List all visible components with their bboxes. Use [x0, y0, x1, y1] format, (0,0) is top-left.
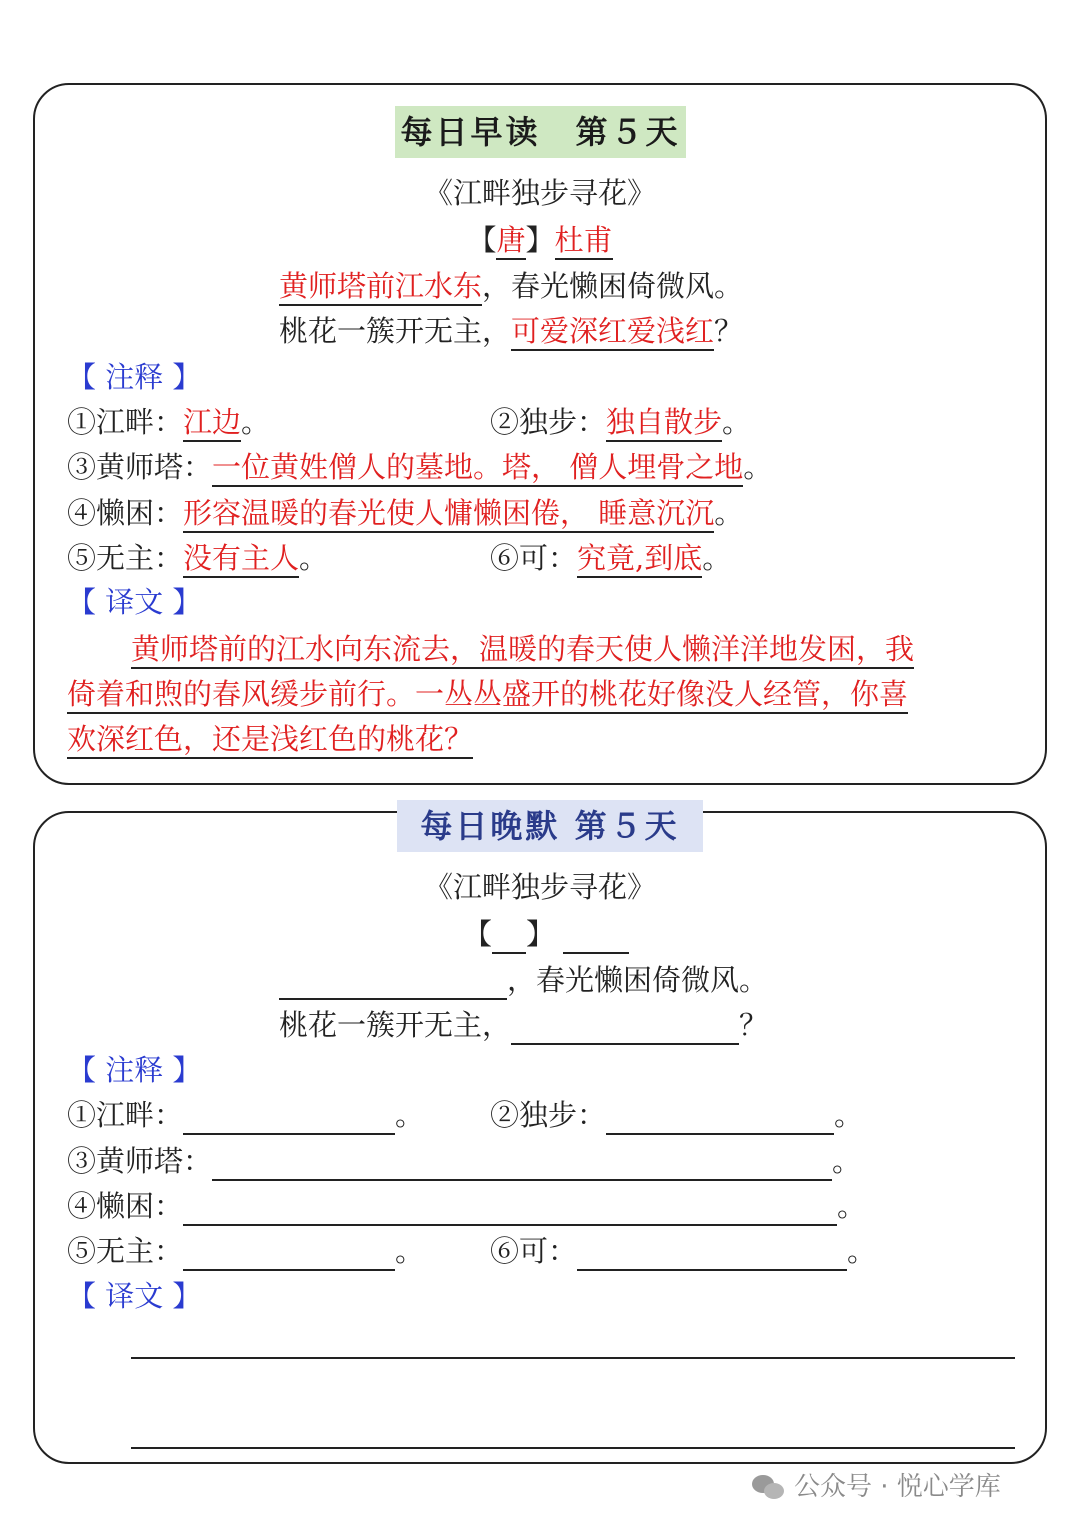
note-answer: 形容温暖的春光使人慵懒困倦， 睡意沉沉 — [183, 496, 714, 533]
wechat-icon — [752, 1473, 786, 1503]
morning-author-line — [0, 220, 1080, 260]
morning-note-5 — [67, 538, 328, 578]
period: 。 — [241, 405, 271, 439]
evening-notes-heading: 【 注释 】 — [67, 1053, 202, 1087]
note-answer: 没有主人 — [183, 541, 299, 578]
evening-dictation-card — [33, 811, 1047, 1464]
morning-author: 杜甫 — [555, 223, 613, 260]
period: 。 — [834, 1098, 864, 1132]
poem-line-2-answer: 可爱深红爱浅红 — [511, 314, 714, 351]
period: 。 — [837, 1189, 867, 1223]
note-label: ④懒困： — [67, 1189, 184, 1223]
note-answer: 江边 — [183, 405, 241, 442]
morning-poem-line-2 — [279, 311, 743, 351]
evening-note-3 — [67, 1141, 861, 1181]
poem-line-1-answer: 黄师塔前江水东 — [279, 269, 482, 306]
period: 。 — [722, 405, 752, 439]
morning-notes-heading: 【 注释 】 — [67, 360, 202, 394]
period: 。 — [395, 1234, 425, 1268]
question-mark: ？ — [739, 1008, 769, 1042]
poem-line-1-blank[interactable] — [279, 968, 507, 1000]
evening-author-line — [463, 914, 629, 954]
note-answer: 一位黄姓僧人的墓地。塔， 僧人埋骨之地 — [212, 450, 743, 487]
morning-dynasty: 唐 — [496, 223, 525, 260]
evening-note-1 — [67, 1095, 424, 1135]
period: 。 — [832, 1144, 862, 1178]
morning-note-1 — [67, 402, 270, 442]
poem-line-2-start: 桃花一簇开无主， — [279, 1008, 512, 1042]
translation-blank-line-2[interactable] — [131, 1447, 1015, 1449]
translation-line-2 — [67, 674, 908, 714]
translation-text: 欢深红色，还是浅红色的桃花？ — [67, 722, 473, 759]
note-1-blank[interactable] — [183, 1103, 395, 1135]
poem-line-2-start: 桃花一簇开无主， — [279, 314, 512, 348]
note-label: ⑥可： — [490, 541, 578, 575]
translation-blank-line-1[interactable] — [131, 1357, 1015, 1359]
translation-line-3 — [67, 719, 473, 759]
evening-poem-line-2 — [279, 1005, 768, 1045]
note-label: ①江畔： — [67, 1098, 184, 1132]
watermark-text: 公众号 · 悦心学库 — [794, 1472, 1001, 1502]
bracket-close: 】 — [525, 223, 555, 257]
note-label: ⑤无主： — [67, 1234, 184, 1268]
note-label: ①江畔： — [67, 405, 184, 439]
morning-translation-heading: 【 译文 】 — [67, 585, 202, 619]
watermark — [752, 1466, 1001, 1503]
question-mark: ？ — [714, 314, 744, 348]
note-label: ③黄师塔： — [67, 450, 213, 484]
morning-poem-title: 《江畔独步寻花》 — [423, 176, 656, 210]
note-5-blank[interactable] — [183, 1239, 395, 1271]
note-label: ⑤无主： — [67, 541, 184, 575]
note-label: ②独步： — [490, 405, 607, 439]
period: 。 — [702, 541, 732, 575]
bracket-open: 【 — [467, 223, 497, 257]
poem-line-1-rest: ，春光懒困倚微风。 — [482, 269, 744, 303]
period: 。 — [395, 1098, 425, 1132]
note-label: ②独步： — [490, 1098, 607, 1132]
poem-line-2-blank[interactable] — [511, 1013, 739, 1045]
evening-translation-heading: 【 译文 】 — [67, 1279, 202, 1313]
translation-line-1 — [131, 629, 914, 669]
note-label: ⑥可： — [490, 1234, 578, 1268]
evening-note-5 — [67, 1231, 424, 1271]
note-label: ③黄师塔： — [67, 1144, 213, 1178]
period: 。 — [847, 1234, 877, 1268]
evening-note-2 — [490, 1095, 863, 1135]
bracket-open: 【 — [463, 917, 493, 951]
evening-title: 每日晚默 第５天 — [397, 800, 703, 852]
note-2-blank[interactable] — [606, 1103, 834, 1135]
morning-note-4 — [67, 493, 743, 533]
translation-text: 黄师塔前的江水向东流去，温暖的春天使人懒洋洋地发困，我 — [131, 632, 914, 669]
evening-poem-line-1 — [279, 960, 768, 1000]
morning-poem-line-1 — [279, 266, 743, 306]
morning-note-2 — [490, 402, 751, 442]
evening-note-6 — [490, 1231, 876, 1271]
period: 。 — [743, 450, 773, 484]
note-answer: 究竟,到底 — [577, 541, 702, 578]
translation-text: 倚着和煦的春风缓步前行。一丛丛盛开的桃花好像没人经管，你喜 — [67, 677, 908, 714]
note-answer: 独自散步 — [606, 405, 722, 442]
author-blank[interactable] — [563, 922, 629, 954]
note-6-blank[interactable] — [577, 1239, 847, 1271]
dynasty-blank[interactable] — [492, 922, 526, 954]
note-label: ④懒困： — [67, 496, 184, 530]
evening-note-4 — [67, 1186, 866, 1226]
poem-line-1-rest: ，春光懒困倚微风。 — [507, 963, 769, 997]
bracket-close: 】 — [526, 917, 556, 951]
period: 。 — [299, 541, 329, 575]
note-3-blank[interactable] — [212, 1149, 832, 1181]
morning-title: 每日早读 第５天 — [395, 106, 686, 158]
morning-note-3 — [67, 447, 772, 487]
morning-note-6 — [490, 538, 731, 578]
period: 。 — [714, 496, 744, 530]
note-4-blank[interactable] — [183, 1194, 837, 1226]
evening-poem-title: 《江畔独步寻花》 — [423, 870, 656, 904]
